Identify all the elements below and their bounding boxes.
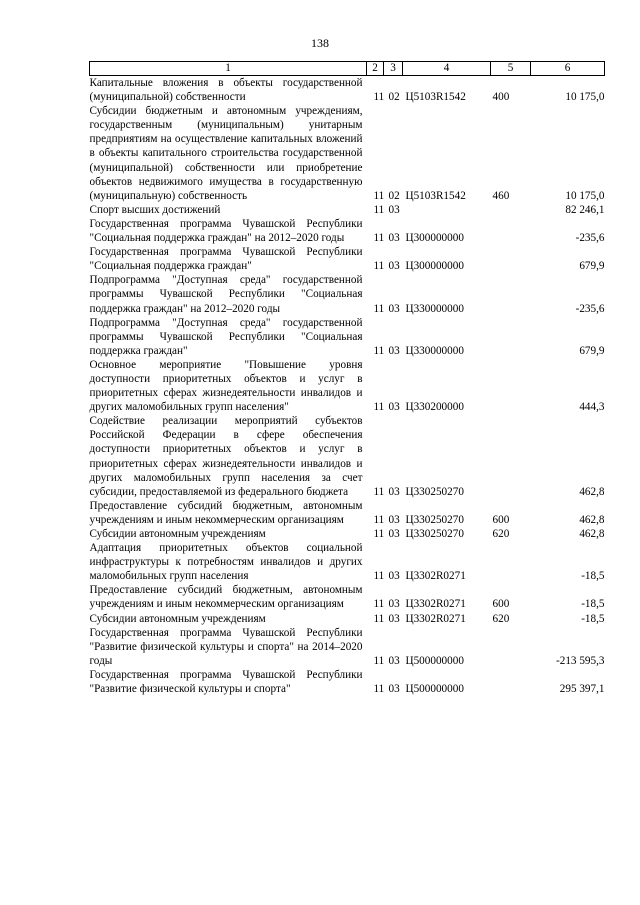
subsection-code: 03 — [388, 528, 400, 540]
table-row — [90, 583, 605, 611]
expense-type-code — [491, 414, 531, 499]
expense-type-code — [491, 245, 531, 273]
budget-table — [89, 61, 605, 696]
section-code: 11 — [373, 232, 385, 245]
section-code: 11 — [373, 260, 385, 273]
subsection-code: 03 — [388, 302, 400, 315]
target-article-code: Ц500000000 — [405, 654, 464, 667]
column-header-6: 6 — [531, 62, 605, 76]
subsection-code: 02 — [388, 189, 400, 202]
subsection-code: 03 — [388, 344, 400, 357]
table-row — [90, 316, 605, 358]
table-row — [90, 541, 605, 583]
section-code: 11 — [373, 654, 385, 667]
subsection-code: 02 — [388, 91, 400, 104]
expense-type-code — [491, 626, 531, 668]
expense-type-code — [491, 203, 531, 217]
subsection-code: 03 — [388, 485, 400, 498]
expense-type-code — [491, 541, 531, 583]
item-name: Капитальные вложения в объекты государственной (муниципальной) собственности — [89, 77, 363, 104]
expense-type-code: 600 — [492, 598, 510, 611]
amount: 462,8 — [579, 485, 605, 498]
subsection-code: 03 — [388, 260, 400, 273]
item-name: Субсидии бюджетным и автономным учреждениям, государственным (муниципальным) унитарным предприятиям на осуществление капитальных вложений в объекты капитального строительства государственной (муниципальной) собственности или приобретение объектов недвижимого имущества в государственную (муниципальную) собственность — [89, 105, 363, 202]
amount: 295 397,1 — [559, 683, 605, 696]
item-name: Государственная программа Чувашской Республики "Социальная поддержка граждан" — [89, 246, 363, 273]
table-row — [90, 104, 605, 203]
page-number: 138 — [311, 36, 329, 50]
subsection-code: 03 — [388, 232, 400, 245]
amount: -18,5 — [581, 570, 605, 583]
section-code: 11 — [373, 401, 385, 414]
table-row — [90, 217, 605, 245]
table-row — [90, 273, 605, 315]
target-article-code: Ц330000000 — [405, 344, 464, 357]
target-article-code: Ц330250270 — [405, 528, 464, 540]
section-code: 11 — [373, 598, 385, 611]
amount: 444,3 — [579, 401, 605, 414]
table-row — [90, 626, 605, 668]
item-name: Государственная программа Чувашской Республики "Социальная поддержка граждан" на 2012–2020 годы — [89, 217, 363, 245]
item-name: Предоставление субсидий бюджетным, автономным учреждениям и иным некоммерческим организациям — [89, 584, 363, 611]
table-row — [90, 527, 605, 541]
item-name: Адаптация приоритетных объектов социальной инфраструктуры к потребностям инвалидов и других маломобильных групп населения — [89, 542, 363, 583]
amount: -18,5 — [581, 612, 605, 625]
target-article-code: Ц500000000 — [405, 683, 464, 696]
amount: 679,9 — [579, 260, 605, 273]
column-header-4: 4 — [403, 62, 491, 76]
target-article-code: Ц3302R0271 — [405, 598, 466, 611]
target-article-code: Ц3302R0271 — [405, 570, 466, 583]
column-header-5: 5 — [491, 62, 531, 76]
expense-type-code — [491, 316, 531, 358]
target-article-code: Ц330250270 — [405, 485, 464, 498]
expense-type-code — [491, 358, 531, 414]
section-code: 11 — [373, 189, 385, 202]
column-header-2: 2 — [367, 62, 384, 76]
target-article-code: Ц330000000 — [405, 302, 464, 315]
target-article-code: Ц5103R1542 — [405, 189, 466, 202]
target-article-code: Ц300000000 — [405, 260, 464, 273]
item-name: Спорт высших достижений — [89, 203, 221, 216]
section-code: 11 — [373, 302, 385, 315]
subsection-code: 03 — [388, 612, 400, 625]
amount: -235,6 — [575, 232, 605, 245]
section-code: 11 — [373, 203, 385, 216]
section-code: 11 — [373, 485, 385, 498]
amount: 462,8 — [579, 528, 605, 540]
subsection-code: 03 — [388, 654, 400, 667]
subsection-code: 03 — [388, 683, 400, 696]
section-code: 11 — [373, 513, 385, 526]
table-row — [90, 245, 605, 273]
item-name: Основное мероприятие "Повышение уровня доступности приоритетных объектов и услуг в приоритетных сферах жизнедеятельности инвалидов и других маломобильных групп населения" — [89, 358, 363, 414]
table-row — [90, 203, 605, 217]
target-article-code: Ц330250270 — [405, 513, 464, 526]
section-code: 11 — [373, 683, 385, 696]
column-header-3: 3 — [384, 62, 403, 76]
subsection-code: 03 — [388, 598, 400, 611]
amount: 10 175,0 — [565, 91, 605, 104]
amount: 679,9 — [579, 344, 605, 357]
target-article-code: Ц3302R0271 — [405, 612, 466, 625]
expense-type-code: 400 — [492, 91, 510, 104]
expense-type-code — [491, 217, 531, 245]
table-row — [90, 499, 605, 527]
item-name: Государственная программа Чувашской Республики "Развитие физической культуры и спорта" на 2014–2020 годы — [89, 626, 363, 667]
amount: -213 595,3 — [556, 654, 605, 667]
table-row — [90, 358, 605, 414]
amount: 462,8 — [579, 513, 605, 526]
table-row — [90, 414, 605, 499]
item-name: Подпрограмма "Доступная среда" государственной программы Чувашской Республики "Социальная поддержка граждан" на 2012–2020 годы — [89, 274, 363, 315]
expense-type-code: 620 — [492, 612, 510, 625]
item-name: Государственная программа Чувашской Республики "Развитие физической культуры и спорта" — [89, 668, 363, 696]
table-row — [90, 668, 605, 696]
amount: -18,5 — [581, 598, 605, 611]
target-article-code: Ц300000000 — [405, 232, 464, 245]
item-name: Субсидии автономным учреждениям — [89, 612, 266, 625]
target-article-code — [403, 203, 491, 217]
subsection-code: 03 — [388, 401, 400, 414]
table-row — [90, 612, 605, 626]
section-code: 11 — [373, 91, 385, 104]
table-body — [90, 76, 605, 697]
table-row — [90, 76, 605, 105]
subsection-code: 03 — [388, 570, 400, 583]
table-header-row — [90, 62, 605, 76]
section-code: 11 — [373, 570, 385, 583]
expense-type-code: 460 — [492, 189, 510, 202]
item-name: Содействие реализации мероприятий субъектов Российской Федерации в сфере обеспечения доступности приоритетных объектов и услуг в приоритетных сферах жизнедеятельности инвалидов и других маломобильных групп населения за счет субсидии, предоставляемой из федерального бюджета — [89, 415, 363, 498]
amount: 10 175,0 — [565, 189, 605, 202]
section-code: 11 — [373, 612, 385, 625]
subsection-code: 03 — [388, 513, 400, 526]
item-name: Подпрограмма "Доступная среда" государственной программы Чувашской Республики "Социальная поддержка граждан" — [89, 316, 363, 357]
section-code: 11 — [373, 344, 385, 357]
amount: -235,6 — [575, 302, 605, 315]
subsection-code: 03 — [388, 203, 400, 216]
target-article-code: Ц330200000 — [405, 401, 464, 414]
item-name: Предоставление субсидий бюджетным, автономным учреждениям и иным некоммерческим организациям — [89, 499, 363, 526]
item-name: Субсидии автономным учреждениям — [89, 528, 266, 540]
column-header-1: 1 — [90, 62, 367, 76]
target-article-code: Ц5103R1542 — [405, 91, 466, 104]
amount: 82 246,1 — [565, 203, 605, 216]
expense-type-code — [491, 668, 531, 696]
expense-type-code — [491, 273, 531, 315]
section-code: 11 — [373, 528, 385, 540]
expense-type-code: 620 — [492, 528, 510, 540]
expense-type-code: 600 — [492, 513, 510, 526]
